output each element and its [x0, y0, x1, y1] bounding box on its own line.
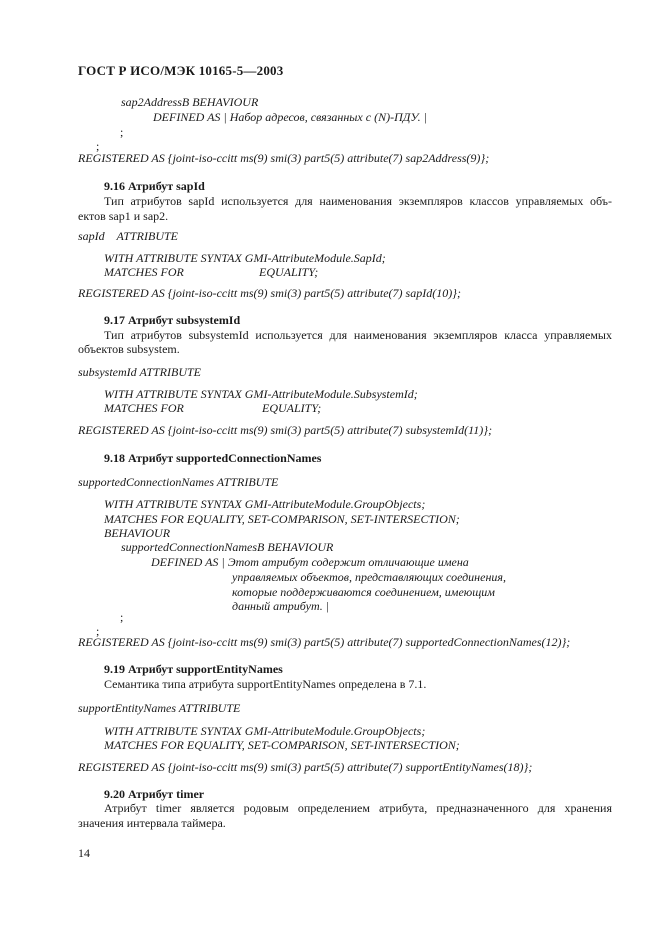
attribute-definition-line: supportedConnectionNames ATTRIBUTE	[78, 475, 279, 489]
with-attribute-syntax-line: WITH ATTRIBUTE SYNTAX GMI-AttributeModule.GroupObjects;	[104, 724, 426, 738]
registered-as-line: REGISTERED AS {joint-iso-ccitt ms(9) smi(3) part5(5) attribute(7) supportEntityNames(18)};	[78, 760, 533, 774]
with-attribute-syntax-line: WITH ATTRIBUTE SYNTAX GMI-AttributeModule.SapId;	[104, 251, 386, 265]
paragraph-line: объектов subsystem.	[78, 342, 180, 356]
attribute-definition-line: supportEntityNames ATTRIBUTE	[78, 701, 241, 715]
paragraph-line: Тип атрибутов subsystemId используется для наименования экземпляров класса управляемых	[104, 328, 612, 342]
matches-for-value: EQUALITY;	[262, 401, 322, 415]
with-attribute-syntax-line: WITH ATTRIBUTE SYNTAX GMI-AttributeModule.SubsystemId;	[104, 387, 418, 401]
defined-as-line: DEFINED AS | Этот атрибут содержит отличающие имена	[151, 555, 469, 569]
registered-as-line: REGISTERED AS {joint-iso-ccitt ms(9) smi(3) part5(5) attribute(7) supportedConnectionNames(12)};	[78, 635, 571, 649]
defined-as-line: DEFINED AS | Набор адресов, связанных с (N)-ПДУ. |	[153, 110, 427, 124]
section-heading-9-20: 9.20 Атрибут timer	[104, 787, 205, 801]
behaviour-line: sap2AddressB BEHAVIOUR	[121, 95, 259, 109]
paragraph-line: Семантика типа атрибута supportEntityNames определена в 7.1.	[104, 677, 427, 691]
section-heading-9-17: 9.17 Атрибут subsystemId	[104, 313, 241, 327]
matches-for-label: MATCHES FOR	[104, 401, 184, 415]
registered-as-line: REGISTERED AS {joint-iso-ccitt ms(9) smi(3) part5(5) attribute(7) sapId(10)};	[78, 286, 461, 300]
matches-for-label: MATCHES FOR	[104, 265, 184, 279]
paragraph-line: Тип атрибутов sapId используется для наименования экземпляров классов управляемых объ-	[104, 194, 612, 208]
matches-for-line: MATCHES FOR EQUALITY, SET-COMPARISON, SET-INTERSECTION;	[104, 512, 460, 526]
section-heading-9-16: 9.16 Атрибут sapId	[104, 179, 205, 193]
behaviour-keyword: BEHAVIOUR	[104, 526, 171, 540]
page-number: 14	[78, 846, 90, 860]
paragraph-line: Атрибут timer является родовым определением атрибута, предназначенного для хранения	[104, 801, 612, 815]
attribute-definition-line: subsystemId ATTRIBUTE	[78, 365, 201, 379]
registered-as-line: REGISTERED AS {joint-iso-ccitt ms(9) smi(3) part5(5) attribute(7) sap2Address(9)};	[78, 151, 490, 165]
document-header: ГОСТ Р ИСО/МЭК 10165-5—2003	[78, 63, 284, 78]
paragraph-line: значения интервала таймера.	[78, 816, 226, 830]
attribute-definition-line: sapId ATTRIBUTE	[78, 229, 179, 243]
semicolon: ;	[120, 125, 124, 139]
semicolon: ;	[120, 610, 124, 624]
with-attribute-syntax-line: WITH ATTRIBUTE SYNTAX GMI-AttributeModule.GroupObjects;	[104, 497, 426, 511]
behaviour-line: supportedConnectionNamesB BEHAVIOUR	[121, 540, 334, 554]
section-heading-9-19: 9.19 Атрибут supportEntityNames	[104, 662, 283, 676]
section-heading-9-18: 9.18 Атрибут supportedConnectionNames	[104, 451, 322, 465]
semicolon: ;	[96, 624, 100, 638]
defined-as-continuation: которые поддерживаются соединением, имеющим	[232, 585, 495, 599]
registered-as-line: REGISTERED AS {joint-iso-ccitt ms(9) smi(3) part5(5) attribute(7) subsystemId(11)};	[78, 423, 493, 437]
defined-as-continuation: данный атрибут. |	[232, 599, 330, 613]
paragraph-line: ектов sap1 и sap2.	[78, 209, 169, 223]
semicolon: ;	[96, 139, 100, 153]
matches-for-line: MATCHES FOR EQUALITY, SET-COMPARISON, SET-INTERSECTION;	[104, 738, 460, 752]
matches-for-value: EQUALITY;	[259, 265, 319, 279]
defined-as-continuation: управляемых объектов, представляющих соединения,	[232, 570, 506, 584]
